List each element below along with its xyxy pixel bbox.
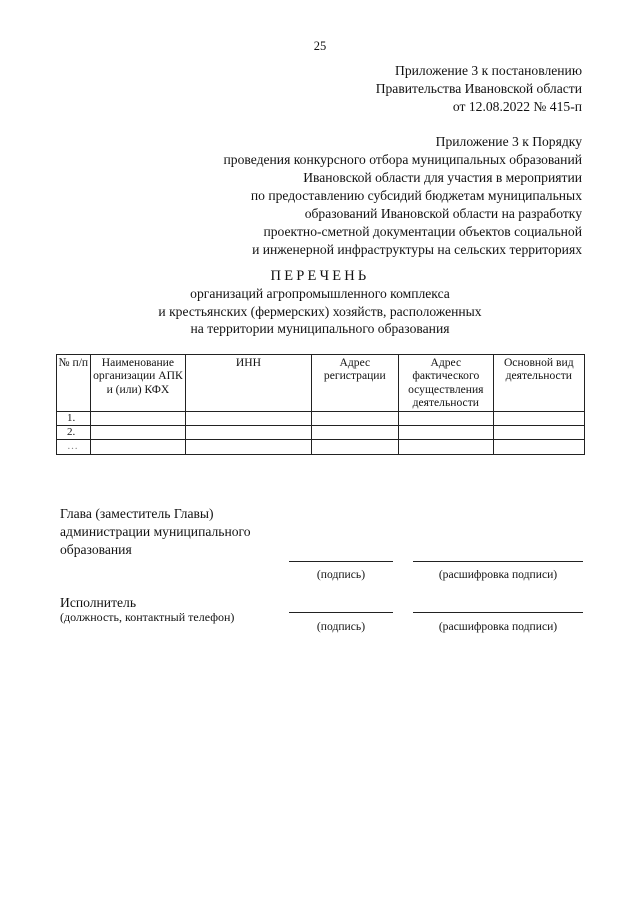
table-cell [90,426,185,440]
header-inn: ИНН [186,355,312,412]
appendix-procedure-line: по предоставлению субсидий бюджетам муниципальных [250,188,582,203]
executor-sublabel: (должность, контактный телефон) [60,610,235,624]
header-num: № п/п [57,355,91,412]
table-row [57,426,585,440]
table-cell [90,440,185,454]
executor-signature-caption: (подпись) [316,620,366,633]
organizations-table [56,354,585,455]
header-reg-address: Адрес регистрации [311,355,398,412]
table-cell [311,426,398,440]
header-actual-address: Адрес фактического осуществления деятельности [399,355,494,412]
table-cell [399,411,494,425]
head-label-line: Глава (заместитель Главы) [60,506,214,521]
document-subtitle-line: и крестьянских (фермерских) хозяйств, расположенных [158,303,482,319]
table-cell [493,426,584,440]
table-row [57,411,585,425]
table-cell [399,426,494,440]
appendix-procedure-block [224,133,582,259]
head-signature-caption: (подпись) [316,568,366,581]
executor-label: Исполнитель [60,595,137,610]
head-decoding-caption: (расшифровка подписи) [438,568,558,581]
table-header-row [57,355,585,412]
appendix-resolution-line: Правительства Ивановской области [375,81,582,96]
head-label-line: администрации муниципального [60,524,251,539]
table-cell [311,440,398,454]
document-subtitle-line: на территории муниципального образования [190,321,450,336]
page-number: 25 [313,39,327,53]
head-decoding-line [413,561,583,562]
head-label-line: образования [60,542,132,557]
executor-decoding-line [413,612,583,613]
table-cell [399,440,494,454]
executor-decoding-caption: (расшифровка подписи) [438,620,558,633]
appendix-procedure-line: Ивановской области для участия в мероприятии [303,170,582,185]
appendix-procedure-line: проектно-сметной документации объектов социальной [263,224,582,239]
head-signatory-label [60,505,251,559]
table-cell [493,440,584,454]
row-number: … [57,440,91,454]
table-cell [186,426,312,440]
document-subtitle-line: организаций агропромышленного комплекса [190,286,450,301]
appendix-procedure-line: Приложение 3 к Порядку [435,134,582,149]
appendix-procedure-line: образований Ивановской области на разработку [304,206,582,221]
header-name: Наименование организации АПК и (или) КФХ [90,355,185,412]
appendix-resolution-block [376,62,582,116]
table-cell [493,411,584,425]
appendix-resolution-line: от 12.08.2022 № 415-п [452,99,582,114]
table-row [57,440,585,454]
table-cell [90,411,185,425]
executor-signature-line [289,612,393,613]
appendix-procedure-line: и инженерной инфраструктуры на сельских территориях [252,242,582,257]
row-number: 2. [57,426,91,440]
appendix-procedure-line: проведения конкурсного отбора муниципальных образований [223,152,582,167]
head-signature-line [289,561,393,562]
row-number: 1. [57,411,91,425]
document-title: ПЕРЕЧЕНЬ [270,268,370,284]
table-cell [186,411,312,425]
header-main-activity: Основной вид деятельности [493,355,584,412]
table-cell [186,440,312,454]
appendix-resolution-line: Приложение 3 к постановлению [395,63,582,78]
table-cell [311,411,398,425]
document-title-block [0,267,640,338]
